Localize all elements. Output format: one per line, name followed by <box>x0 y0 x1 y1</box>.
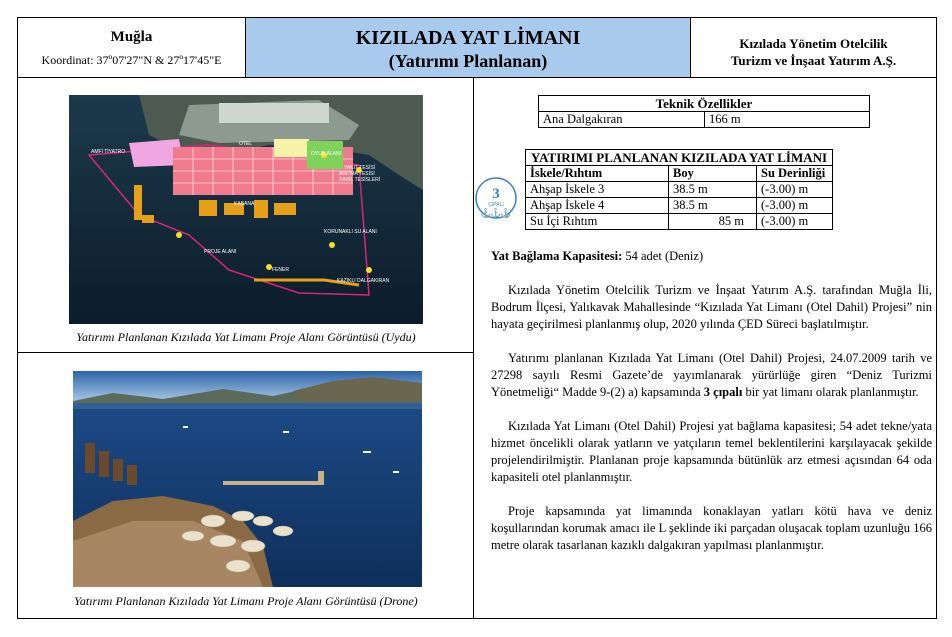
svg-text:3: 3 <box>492 186 500 202</box>
pier-depth: (-3.00) m <box>757 214 833 230</box>
svg-text:⚓: ⚓ <box>480 208 492 218</box>
drone-image <box>73 371 422 587</box>
svg-text:KAZIKLI DALGAKIRAN: KAZIKLI DALGAKIRAN <box>337 278 390 284</box>
table-row <box>539 112 870 128</box>
pier-length: 38.5 m <box>669 198 757 214</box>
svg-text:OTEL: OTEL <box>239 141 253 147</box>
capacity-line <box>491 248 932 265</box>
technical-name: Ana Dalgakıran <box>539 112 705 128</box>
page-title: KIZILADA YAT LİMANI <box>355 27 581 49</box>
svg-text:AMFİ TİYATRO: AMFİ TİYATRO <box>91 149 126 155</box>
pier-length: 38.5 m <box>669 182 757 198</box>
svg-text:YAKIT TESİSİ: YAKIT TESİSİ <box>344 165 376 171</box>
paragraph-4: Proje kapsamında yat limanında konaklayan yatları kötü hava ve deniz koşullarından korumak amacı ile L şeklinde iki parçadan oluşacak toplam uzunluğu 166 metre olarak tasarlanan kazıklı dalgakıran yapılması planlanmıştır. <box>491 504 932 552</box>
svg-text:OYUN ALANI: OYUN ALANI <box>311 151 342 157</box>
svg-text:⚓: ⚓ <box>490 208 502 218</box>
table-row <box>526 198 833 214</box>
company-line-1: Kızılada Yönetim Otelcilik <box>739 36 888 51</box>
info-column <box>474 78 936 618</box>
paragraph-2 <box>491 350 932 401</box>
satellite-caption: Yatırımı Planlanan Kızılada Yat Limanı Proje Alanı Görüntüsü (Uydu) <box>76 330 416 344</box>
pier-table-title: YATIRIMI PLANLANAN KIZILADA YAT LİMANI <box>526 150 833 166</box>
technical-value: 166 m <box>705 112 870 128</box>
pier-depth: (-3.00) m <box>757 182 833 198</box>
paragraph-2-part-b: bir yat limanı olarak planlanmıştır. <box>742 385 919 399</box>
capacity-label: Yat Bağlama Kapasitesi: <box>491 249 623 263</box>
pier-length: 85 m <box>669 214 757 230</box>
column-header: İskele/Rıhtım <box>526 166 669 182</box>
paragraph-3: Kızılada Yat Limanı (Otel Dahil) Projesi yat bağlama kapasitesi; 54 adet tekne/yata hizmet öncelikli olarak yatların ve yatçıların temel beklentilerini karşılayacak şekilde projelendirilmiştir. Planlanan proje kapsamında bütünlük arz etmesi açısından 64 oda kapasiteli otel planlanmıştır. <box>491 419 932 484</box>
svg-text:ARITMA TESİSİ: ARITMA TESİSİ <box>339 171 375 177</box>
svg-text:⚓: ⚓ <box>500 208 512 218</box>
capacity-value: 54 adet (Deniz) <box>622 249 704 263</box>
svg-text:FENER: FENER <box>272 267 289 273</box>
svg-text:KABANA: KABANA <box>234 201 255 207</box>
page-subtitle: (Yatırımı Planlanan) <box>388 51 548 71</box>
company-cell <box>690 18 936 78</box>
table-row <box>526 214 833 230</box>
technical-table-title: Teknik Özellikler <box>539 96 870 112</box>
technical-table <box>538 95 870 128</box>
image-column <box>18 78 474 618</box>
svg-text:PROJE ALANI: PROJE ALANI <box>204 249 237 255</box>
pier-name: Ahşap İskele 4 <box>526 198 669 214</box>
pier-name: Ahşap İskele 3 <box>526 182 669 198</box>
anchor-rating-text: 3 çıpalı <box>703 385 743 399</box>
column-header: Boy <box>669 166 757 182</box>
location-cell <box>18 18 246 78</box>
pier-name: Su İçi Rıhtım <box>526 214 669 230</box>
drone-caption: Yatırımı Planlanan Kızılada Yat Limanı Proje Alanı Görüntüsü (Drone) <box>74 594 418 608</box>
description <box>491 248 932 571</box>
svg-text:KORUNAKLI SU ALANI: KORUNAKLI SU ALANI <box>324 229 377 235</box>
coordinates: Koordinat: 37º07'27"N & 27º17'45"E <box>41 53 222 67</box>
svg-text:SAHİL TESİSLERİ: SAHİL TESİSLERİ <box>339 177 381 183</box>
page-frame <box>17 17 937 619</box>
city-name: Muğla <box>110 29 153 45</box>
paragraph-1: Kızılada Yönetim Otelcilik Turizm ve İnşaat Yatırım A.Ş. tarafından Muğla İli, Bodrum İlçesi, Yalıkavak Mahallesinde “Kızılada Yat Limanı (Otel Dahil) Projesi” nin hayata geçirilmesi planlanmış olup, 2020 yılında ÇED Süreci başlatılmıştır. <box>491 283 932 331</box>
column-header: Su Derinliği <box>757 166 833 182</box>
pier-depth: (-3.00) m <box>757 198 833 214</box>
svg-text:ÇIPALI: ÇIPALI <box>488 202 504 208</box>
anchor-rating-badge <box>474 176 518 224</box>
pier-table <box>525 149 833 230</box>
table-row <box>526 182 833 198</box>
paragraph-2-part-a: Yatırımı planlanan Kızılada Yat Limanı (Otel Dahil) Projesi, 24.07.2009 tarih ve 27298 sayılı Resmi Gazete’de yayımlanarak yürürlüğe giren “Deniz Turizmi Yönetmeliği“ Madde 9-(2) a) kapsamında <box>491 351 932 399</box>
company-line-2: Turizm ve İnşaat Yatırım A.Ş. <box>730 53 897 68</box>
anchor-icon <box>480 207 511 218</box>
title-cell <box>246 18 690 78</box>
satellite-image <box>69 95 423 324</box>
image-divider <box>18 352 474 353</box>
